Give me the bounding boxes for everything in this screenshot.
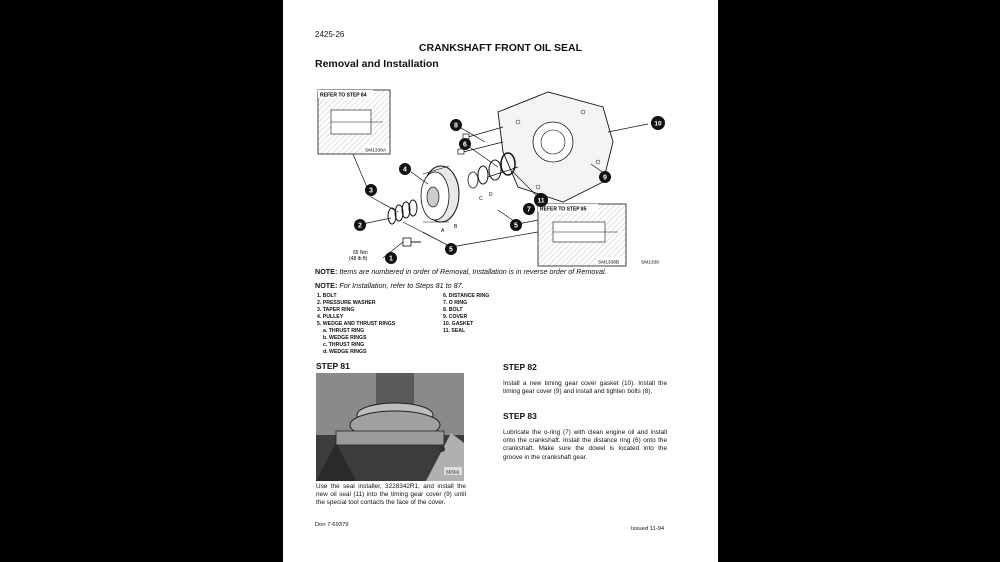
page-number: 2425-26 [315, 30, 345, 39]
parts-list-col2 [443, 293, 489, 335]
step-81-photo-code: 65592 [446, 470, 460, 476]
callout-4: 4 [403, 166, 407, 174]
page-title: CRANKSHAFT FRONT OIL SEAL [418, 42, 583, 54]
inset-top-code: SM1338A [365, 148, 387, 154]
footer-issued: Issued 11-94 [631, 526, 665, 532]
step-83-heading: STEP 83 [503, 411, 537, 421]
callout-6: 6 [463, 141, 467, 149]
part-item: 2. PRESSURE WASHER [317, 300, 376, 306]
part-item: 4. PULLEY [317, 314, 344, 320]
part-item: 1. BOLT [317, 293, 337, 299]
figure-code: SM1338 [641, 260, 659, 266]
part-subitem: b. WEDGE RINGS [323, 335, 367, 341]
part-subitem: a. THRUST RING [323, 328, 365, 334]
inset-bottom [538, 204, 626, 266]
part-item: 10. GASKET [443, 321, 474, 327]
letter-c: C [479, 196, 483, 202]
timing-cover [498, 92, 613, 202]
callout-11: 11 [537, 197, 545, 205]
letter-d: D [489, 192, 493, 198]
step-83-text: Lubricate the o-ring (7) with clean engine oil and install onto the crankshaft. Install the distance ring (6) onto the crankshaft. Make sure the dowel is located into the groove in the crankshaft gear. [503, 429, 667, 461]
manual-page [283, 0, 718, 562]
part-item: 5. WEDGE AND THRUST RINGS [317, 321, 396, 327]
inset-top [318, 90, 390, 154]
letter-b: B [454, 224, 458, 230]
part-item: 7. O RING [443, 300, 468, 306]
wedge-rings [388, 200, 417, 224]
torque-nm: 65 Nm [353, 250, 368, 256]
callout-5b: 5 [514, 222, 518, 230]
callout-3: 3 [369, 187, 373, 195]
part-item: 9. COVER [443, 314, 468, 320]
note-removal-text: Items are numbered in order of Removal, Installation is in reverse order of Removal. [339, 267, 607, 276]
section-subtitle: Removal and Installation [315, 58, 439, 70]
callout-8: 8 [454, 122, 458, 130]
part-item: 11. SEAL [443, 328, 466, 334]
parts-list-col1 [317, 293, 395, 356]
main-bolt [403, 238, 421, 246]
note-installation-label: NOTE: [315, 281, 338, 290]
letter-a: A [441, 228, 445, 234]
part-item: 8. BOLT [443, 307, 463, 313]
callout-2: 2 [358, 222, 362, 230]
inset-bottom-code: SM1338B [598, 260, 620, 266]
footer-doc-number: Don 7-69379 [315, 522, 349, 528]
part-item: 6. DISTANCE RING [443, 293, 490, 299]
step-81-heading: STEP 81 [316, 361, 350, 371]
step-81-text: Use the seal installer, 3228342R1, and install the new oil seal (11) into the timing gear cover (9) until the special tool contacts the face of the cover. [316, 483, 466, 507]
part-subitem: c. THRUST RING [323, 342, 365, 348]
callout-7: 7 [527, 206, 531, 214]
pulley [421, 166, 459, 222]
torque-lbft: (48 lb ft) [349, 256, 368, 262]
step-81-photo [316, 373, 464, 481]
exploded-diagram [313, 82, 673, 270]
note-removal-label: NOTE: [315, 267, 338, 276]
callout-5a: 5 [449, 246, 453, 254]
inset-bottom-label: REFER TO STEP 85 [540, 206, 587, 213]
note-installation-text: For Installation, refer to Steps 81 to 87. [339, 281, 464, 290]
callout-1: 1 [389, 255, 393, 263]
callout-9: 9 [603, 174, 607, 182]
part-item: 3. TAPER RING [317, 307, 355, 313]
inset-top-label: REFER TO STEP 84 [320, 92, 367, 99]
note-removal [315, 267, 607, 276]
step-82-text: Install a new timing gear cover gasket (10). Install the timing gear cover (9) and install and tighten bolts (8). [503, 380, 667, 396]
step-82-heading: STEP 82 [503, 362, 537, 372]
note-installation [315, 281, 464, 290]
callout-10: 10 [654, 120, 662, 128]
part-subitem: d. WEDGE RINGS [323, 349, 367, 355]
